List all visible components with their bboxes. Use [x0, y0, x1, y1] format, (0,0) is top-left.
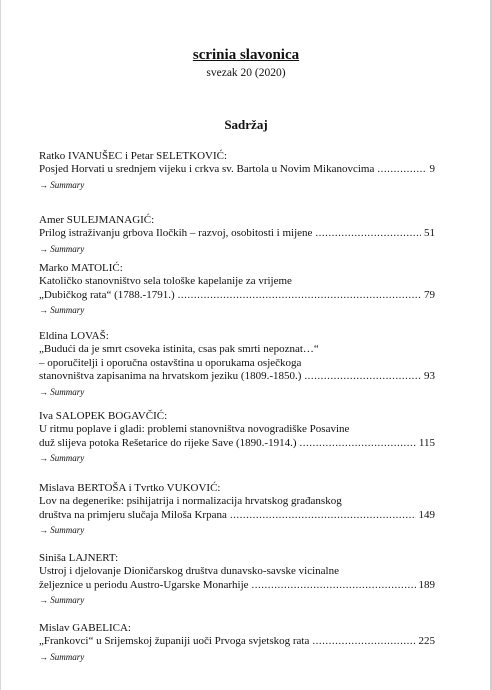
- entry-title-text: Prilog istraživanju grbova Iločkih – razvoj, osobitosti i mijene: [39, 227, 313, 240]
- entry-title-text: U ritmu poplave i gladi: problemi stanovništva novogradiške Posavine: [39, 423, 350, 436]
- arrow-right-icon: →: [39, 243, 48, 254]
- entry-title-line: [39, 635, 435, 648]
- entry-title-line: [39, 163, 435, 176]
- entry-title-text: „Budući da je smrt csoveka istinita, csas pak smrti nepoznat…“: [39, 343, 319, 356]
- page-number: 93: [424, 370, 435, 383]
- dot-leader: [315, 227, 421, 240]
- entry-title-text: Katoličko stanovništvo sela tološke kapelanije za vrijeme: [39, 275, 292, 288]
- entry-title-text: duž slijeva potoka Rešetarice do rijeke Save (1890.-1914.): [39, 436, 297, 449]
- toc-entry[interactable]: [39, 622, 435, 664]
- issue-label: svezak 20 (2020): [206, 67, 286, 79]
- dot-leader: [304, 370, 421, 383]
- summary-label: Summary: [50, 525, 85, 536]
- arrow-right-icon: →: [39, 651, 48, 662]
- entry-authors: Ratko IVANUŠEC i Petar SELETKOVIĆ:: [39, 150, 228, 162]
- arrow-right-icon: →: [39, 525, 48, 536]
- page-number: 149: [418, 508, 435, 521]
- arrow-right-icon: →: [39, 453, 48, 464]
- page-number: 189: [418, 578, 435, 591]
- entry-authors: Eldina LOVAŠ:: [39, 330, 109, 342]
- page-number: 115: [418, 436, 435, 449]
- summary-link[interactable]: [39, 524, 435, 537]
- journal-title: scrinia slavonica: [192, 47, 300, 63]
- arrow-right-icon: →: [39, 305, 48, 316]
- entry-authors: Amer SULEJMANAGIĆ:: [39, 214, 155, 226]
- dot-leader: [312, 635, 415, 648]
- entry-authors: Mislava BERTOŠA i Tvrtko VUKOVIĆ:: [39, 482, 221, 494]
- summary-label: Summary: [50, 595, 85, 606]
- entry-title-text: Ustroj i djelovanje Dioničarskog društva dunavsko-savske vicinalne: [39, 565, 339, 578]
- entry-title-text: stanovništva zapisanima na hrvatskom jeziku (1809.-1850.): [39, 370, 302, 383]
- entry-title-line: [39, 509, 435, 522]
- summary-link[interactable]: [39, 594, 435, 607]
- entry-authors: Mislav GABELICA:: [39, 622, 131, 634]
- entry-title-line: [39, 275, 435, 288]
- entry-authors: Iva SALOPEK BOGAVČIĆ:: [39, 410, 168, 422]
- entry-title-line: [39, 423, 435, 436]
- summary-label: Summary: [50, 651, 85, 662]
- page-number: 225: [418, 635, 435, 648]
- entry-title-line: [39, 579, 435, 592]
- entry-title-text: željeznice u periodu Austro-Ugarske Monarhije: [39, 578, 249, 591]
- page-number: 51: [424, 227, 435, 240]
- arrow-right-icon: →: [39, 386, 48, 397]
- summary-label: Summary: [50, 453, 85, 464]
- toc-entry[interactable]: [39, 330, 435, 399]
- dot-leader: [300, 437, 416, 450]
- toc-entry[interactable]: [39, 150, 435, 192]
- entry-title-line: [39, 289, 435, 302]
- entry-title-text: Posjed Horvati u srednjem vijeku i crkva sv. Bartola u Novim Mikanovcima: [39, 163, 375, 176]
- summary-label: Summary: [50, 305, 85, 316]
- dot-leader: [178, 289, 421, 302]
- toc-entry[interactable]: [39, 552, 435, 608]
- entry-title-line: [39, 495, 435, 508]
- toc-entry[interactable]: [39, 262, 435, 318]
- summary-link[interactable]: [39, 243, 435, 256]
- summary-link[interactable]: [39, 179, 435, 192]
- page-number: 9: [429, 163, 435, 176]
- entry-title-line: [39, 565, 435, 578]
- page-edge-left: [0, 0, 1, 690]
- entry-title-text: „Dubičkog rata“ (1788.-1791.): [39, 288, 175, 301]
- summary-label: Summary: [50, 243, 85, 254]
- entry-title-line: [39, 370, 435, 383]
- entry-title-line: [39, 227, 435, 240]
- toc-heading: Sadržaj: [224, 117, 268, 132]
- dot-leader: [252, 579, 416, 592]
- summary-label: Summary: [50, 386, 85, 397]
- page-number: 79: [424, 288, 435, 301]
- entry-authors: Siniša LAJNERT:: [39, 552, 119, 564]
- arrow-right-icon: →: [39, 595, 48, 606]
- arrow-right-icon: →: [39, 179, 48, 190]
- entry-title-line: [39, 343, 435, 356]
- entry-title-text: Lov na degenerike: psihijatrija i normalizacija hrvatskog građanskog: [39, 495, 342, 508]
- entry-title-text: društva na primjeru slučaja Miloša Krpana: [39, 508, 227, 521]
- dot-leader: [230, 509, 416, 522]
- entry-title-text: – oporučitelji i oporučna ostavština u oporukama osječkoga: [39, 356, 302, 369]
- summary-link[interactable]: [39, 386, 435, 399]
- entry-title-text: „Frankovci“ u Srijemskoj županiji uoči Prvoga svjetskog rata: [39, 635, 310, 648]
- entry-title-line: [39, 357, 435, 370]
- summary-label: Summary: [50, 179, 85, 190]
- entry-title-line: [39, 437, 435, 450]
- toc-entry[interactable]: [39, 214, 435, 256]
- summary-link[interactable]: [39, 304, 435, 317]
- summary-link[interactable]: [39, 452, 435, 465]
- toc-entry[interactable]: [39, 482, 435, 538]
- dot-leader: [377, 163, 426, 176]
- toc-entry[interactable]: [39, 410, 435, 466]
- entry-authors: Marko MATOLIĆ:: [39, 262, 123, 274]
- summary-link[interactable]: [39, 651, 435, 664]
